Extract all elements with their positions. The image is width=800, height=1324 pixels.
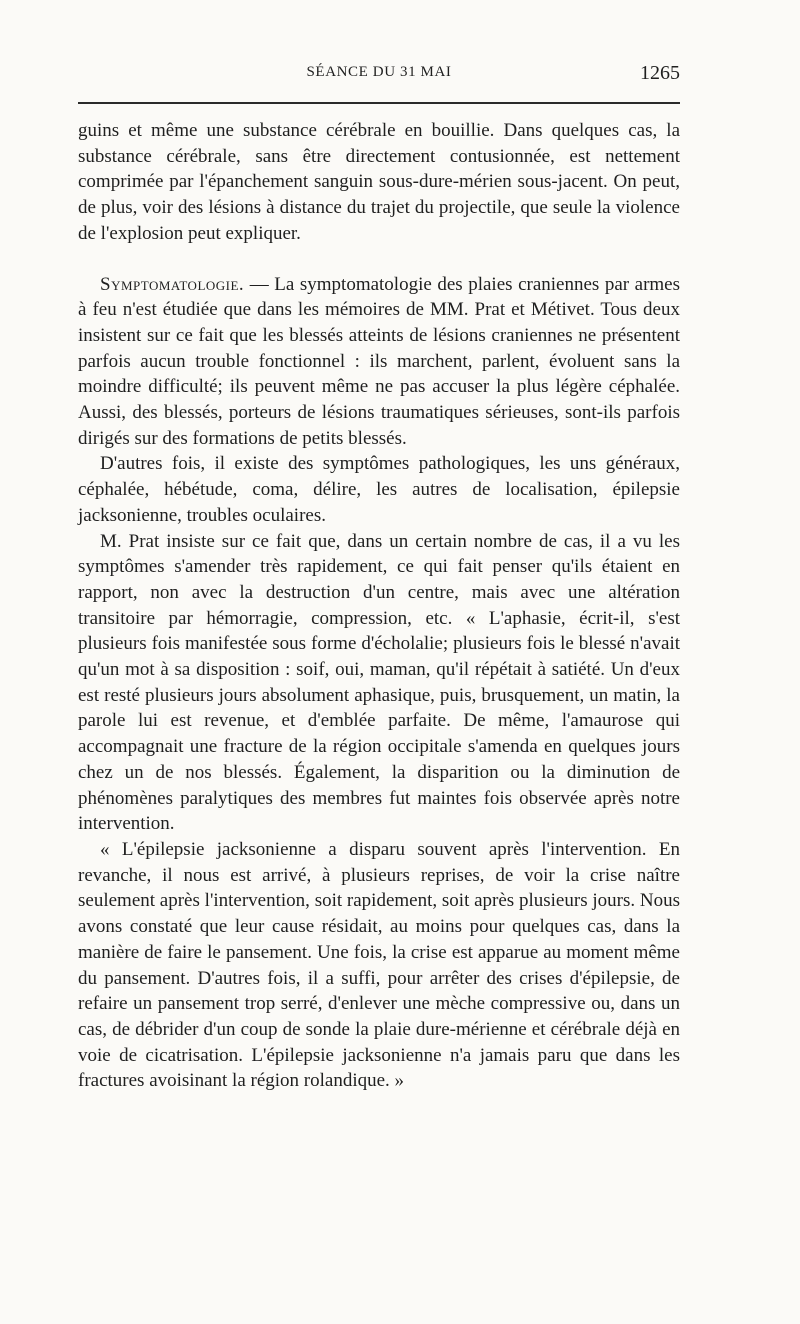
section-heading: Symptomatologie.	[100, 273, 245, 295]
paragraph-prat: M. Prat insiste sur ce fait que, dans un certain nombre de cas, il a vu les symptômes s'amender très rapidement, ce qui fait penser qu'ils étaient en rapport, non avec la destruction d'un centre, mais avec une altération transitoire par hémorragie, compression, etc. « L'aphasie, écrit-il, s'est plusieurs fois manifestée sous forme d'écholalie; plusieurs fois le blessé n'avait qu'un mot à sa disposition : soif, oui, maman, qu'il répétait à satiété. Un d'eux est resté plusieurs jours absolument aphasique, puis, brusquement, un matin, la parole lui est revenue, et d'emblée parfaite. De même, l'amaurose qui accompagnait une fracture de la région occipitale s'amenda en quelques jours chez un de nos blessés. Également, la disparition ou la diminution de phénomènes paralytiques des membres fut maintes fois observée après notre intervention.	[78, 530, 680, 835]
page-number: 1265	[640, 62, 680, 84]
header-rule	[78, 102, 680, 104]
section-dash: —	[244, 273, 275, 295]
paragraph-continuation: guins et même une substance cérébrale en bouillie. Dans quelques cas, la substance cérébrale, sans être directement contusionnée, est nettement comprimée par l'épanchement sanguin sous-dure-mérien sous-jacent. On peut, de plus, voir des lésions à distance du trajet du projectile, que seule la violence de l'explosion peut expliquer.	[78, 120, 680, 244]
paragraph-symptomatologie	[78, 272, 680, 452]
body-text	[78, 118, 680, 1094]
paragraph-epilepsy: « L'épilepsie jacksonienne a disparu souvent après l'intervention. En revanche, il nous est arrivé, à plusieurs reprises, de voir la crise naître seulement après l'intervention, soit rapidement, soit après plusieurs jours. Nous avons constaté que leur cause résidait, au moins pour quelques cas, dans la manière de faire le pansement. Une fois, la crise est apparue au moment même du pansement. D'autres fois, il a suffi, pour arrêter des crises d'épilepsie, de refaire un pansement trop serré, d'enlever une mèche compressive ou, dans un cas, de débrider d'un coup de sonde la plaie dure-mérienne et cérébrale déjà en voie de cicatrisation. L'épilepsie jacksonienne n'a jamais paru que dans les fractures avoisinant la région rolandique. »	[78, 838, 680, 1092]
running-title: SÉANCE DU 31 MAI	[306, 64, 452, 80]
section-text: La symptomatologie des plaies craniennes par armes à feu n'est étudiée que dans les mémoires de MM. Prat et Métivet. Tous deux insistent sur ce fait que les blessés atteints de lésions craniennes ne présentent parfois aucun trouble fonctionnel : ils marchent, parlent, évoluent sans la moindre difficulté; ils peuvent même ne pas accuser la plus légère céphalée. Aussi, des blessés, porteurs de lésions traumatiques sérieuses, sont-ils parfois dirigés sur des formations de petits blessés.	[78, 273, 681, 449]
paragraph-symptoms: D'autres fois, il existe des symptômes pathologiques, les uns généraux, céphalée, hébétude, coma, délire, les autres de localisation, épilepsie jacksonienne, troubles oculaires.	[78, 453, 680, 526]
page	[78, 0, 680, 1324]
running-head	[78, 62, 680, 86]
